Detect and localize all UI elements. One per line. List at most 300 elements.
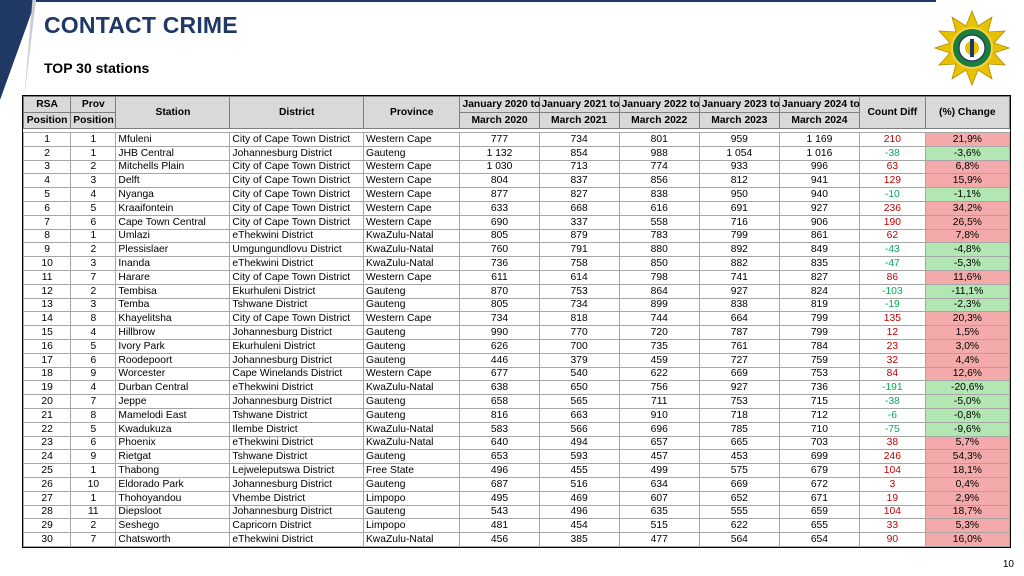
cell-district: Tshwane District: [230, 450, 364, 464]
cell-province: Gauteng: [363, 339, 460, 353]
cell-2021: 837: [539, 174, 619, 188]
cell-count-diff: 32: [859, 353, 925, 367]
cell-province: Free State: [363, 464, 460, 478]
cell-district: City of Cape Town District: [230, 133, 364, 147]
header-2021-sub: March 2021: [539, 113, 619, 129]
cell-2021: 827: [539, 188, 619, 202]
cell-2022: 774: [619, 160, 699, 174]
cell-2021: 593: [539, 450, 619, 464]
cell-station: Eldorado Park: [116, 477, 230, 491]
cell-prov-position: 1: [71, 464, 116, 478]
table-row: [24, 477, 1010, 491]
cell-2024: 679: [779, 464, 859, 478]
cell-2020: 816: [460, 408, 539, 422]
cell-rsa-position: 3: [24, 160, 71, 174]
cell-station: Durban Central: [116, 381, 230, 395]
cell-2022: 899: [619, 298, 699, 312]
cell-2021: 753: [539, 284, 619, 298]
cell-province: Gauteng: [363, 146, 460, 160]
cell-2022: 635: [619, 505, 699, 519]
table-row: [24, 491, 1010, 505]
cell-district: City of Cape Town District: [230, 312, 364, 326]
cell-2024: 996: [779, 160, 859, 174]
cell-rsa-position: 7: [24, 215, 71, 229]
cell-prov-position: 5: [71, 422, 116, 436]
cell-count-diff: -10: [859, 188, 925, 202]
cell-count-diff: -191: [859, 381, 925, 395]
cell-province: Western Cape: [363, 367, 460, 381]
cell-2024: 699: [779, 450, 859, 464]
cell-prov-position: 7: [71, 533, 116, 547]
cell-province: Limpopo: [363, 491, 460, 505]
cell-2024: 824: [779, 284, 859, 298]
cell-station: Kraaifontein: [116, 201, 230, 215]
cell-station: Jeppe: [116, 395, 230, 409]
cell-2022: 457: [619, 450, 699, 464]
cell-province: KwaZulu-Natal: [363, 533, 460, 547]
cell-prov-position: 5: [71, 339, 116, 353]
cell-2022: 459: [619, 353, 699, 367]
cell-pct-change: -5,0%: [925, 395, 1009, 409]
cell-2024: 715: [779, 395, 859, 409]
page-title: CONTACT CRIME: [44, 12, 238, 38]
cell-province: Western Cape: [363, 160, 460, 174]
table-row: [24, 505, 1010, 519]
cell-district: City of Cape Town District: [230, 188, 364, 202]
cell-prov-position: 5: [71, 201, 116, 215]
cell-2022: 720: [619, 326, 699, 340]
cell-district: Johannesburg District: [230, 326, 364, 340]
cell-pct-change: 54,3%: [925, 450, 1009, 464]
cell-2024: 941: [779, 174, 859, 188]
cell-province: KwaZulu-Natal: [363, 229, 460, 243]
cell-rsa-position: 22: [24, 422, 71, 436]
cell-district: eThekwini District: [230, 257, 364, 271]
cell-2022: 850: [619, 257, 699, 271]
cell-2020: 677: [460, 367, 539, 381]
cell-province: Western Cape: [363, 270, 460, 284]
cell-prov-position: 11: [71, 505, 116, 519]
cell-2022: 616: [619, 201, 699, 215]
cell-2021: 455: [539, 464, 619, 478]
cell-prov-position: 3: [71, 298, 116, 312]
header-2023: January 2023 to: [699, 97, 779, 113]
cell-prov-position: 2: [71, 284, 116, 298]
cell-2024: 703: [779, 436, 859, 450]
page-number: 10: [1002, 559, 1014, 570]
cell-2020: 1 030: [460, 160, 539, 174]
cell-2020: 640: [460, 436, 539, 450]
table-row: [24, 243, 1010, 257]
cell-district: Vhembe District: [230, 491, 364, 505]
cell-2022: 880: [619, 243, 699, 257]
cell-district: Cape Winelands District: [230, 367, 364, 381]
cell-station: Worcester: [116, 367, 230, 381]
header-2024: January 2024 to: [779, 97, 859, 113]
cell-pct-change: -20,6%: [925, 381, 1009, 395]
cell-2020: 456: [460, 533, 539, 547]
cell-province: Gauteng: [363, 395, 460, 409]
table-row: [24, 312, 1010, 326]
cell-2022: 696: [619, 422, 699, 436]
cell-pct-change: 12,6%: [925, 367, 1009, 381]
cell-2023: 555: [699, 505, 779, 519]
cell-2024: 849: [779, 243, 859, 257]
table-row: [24, 422, 1010, 436]
cell-prov-position: 3: [71, 174, 116, 188]
cell-province: KwaZulu-Natal: [363, 422, 460, 436]
cell-rsa-position: 5: [24, 188, 71, 202]
cell-province: Gauteng: [363, 505, 460, 519]
cell-province: Gauteng: [363, 408, 460, 422]
cell-station: Phoenix: [116, 436, 230, 450]
cell-district: City of Cape Town District: [230, 201, 364, 215]
cell-district: Johannesburg District: [230, 505, 364, 519]
cell-station: Nyanga: [116, 188, 230, 202]
cell-2024: 799: [779, 326, 859, 340]
cell-station: Umlazi: [116, 229, 230, 243]
cell-pct-change: -0,8%: [925, 408, 1009, 422]
cell-2022: 634: [619, 477, 699, 491]
cell-2024: 710: [779, 422, 859, 436]
cell-2020: 481: [460, 519, 539, 533]
cell-station: Thohoyandou: [116, 491, 230, 505]
cell-district: eThekwini District: [230, 229, 364, 243]
cell-count-diff: 104: [859, 464, 925, 478]
cell-station: Ivory Park: [116, 339, 230, 353]
cell-station: Rietgat: [116, 450, 230, 464]
table-row: [24, 395, 1010, 409]
cell-2024: 672: [779, 477, 859, 491]
cell-prov-position: 4: [71, 326, 116, 340]
cell-count-diff: 135: [859, 312, 925, 326]
cell-2023: 933: [699, 160, 779, 174]
cell-district: eThekwini District: [230, 381, 364, 395]
cell-2022: 756: [619, 381, 699, 395]
table-row: [24, 270, 1010, 284]
cell-prov-position: 1: [71, 146, 116, 160]
cell-count-diff: 19: [859, 491, 925, 505]
cell-2024: 1 169: [779, 133, 859, 147]
cell-2020: 760: [460, 243, 539, 257]
cell-2020: 690: [460, 215, 539, 229]
cell-2023: 575: [699, 464, 779, 478]
cell-station: Roodepoort: [116, 353, 230, 367]
cell-2023: 812: [699, 174, 779, 188]
cell-prov-position: 6: [71, 215, 116, 229]
cell-2022: 783: [619, 229, 699, 243]
header-prov-position: Prov: [71, 97, 116, 113]
cell-2024: 659: [779, 505, 859, 519]
header-province: Province: [363, 97, 460, 129]
cell-rsa-position: 4: [24, 174, 71, 188]
cell-district: Johannesburg District: [230, 395, 364, 409]
table-row: [24, 160, 1010, 174]
header-station: Station: [116, 97, 230, 129]
cell-2023: 838: [699, 298, 779, 312]
cell-2021: 734: [539, 298, 619, 312]
cell-2022: 499: [619, 464, 699, 478]
cell-station: Thabong: [116, 464, 230, 478]
cell-rsa-position: 26: [24, 477, 71, 491]
cell-2023: 652: [699, 491, 779, 505]
cell-2020: 583: [460, 422, 539, 436]
cell-rsa-position: 14: [24, 312, 71, 326]
table-row: [24, 201, 1010, 215]
cell-2024: 819: [779, 298, 859, 312]
cell-rsa-position: 29: [24, 519, 71, 533]
cell-2023: 622: [699, 519, 779, 533]
cell-2022: 607: [619, 491, 699, 505]
cell-prov-position: 9: [71, 367, 116, 381]
saps-badge-icon: [934, 10, 1010, 86]
cell-station: Mitchells Plain: [116, 160, 230, 174]
cell-2021: 566: [539, 422, 619, 436]
cell-rsa-position: 19: [24, 381, 71, 395]
cell-province: Gauteng: [363, 326, 460, 340]
header-pct-change: (%) Change: [925, 97, 1009, 129]
cell-2022: 477: [619, 533, 699, 547]
cell-prov-position: 4: [71, 381, 116, 395]
cell-2020: 496: [460, 464, 539, 478]
cell-2024: 654: [779, 533, 859, 547]
cell-2021: 496: [539, 505, 619, 519]
cell-prov-position: 2: [71, 519, 116, 533]
cell-2020: 804: [460, 174, 539, 188]
cell-2020: 870: [460, 284, 539, 298]
cell-2023: 787: [699, 326, 779, 340]
cell-2020: 877: [460, 188, 539, 202]
cell-pct-change: 4,4%: [925, 353, 1009, 367]
cell-prov-position: 6: [71, 436, 116, 450]
cell-district: City of Cape Town District: [230, 215, 364, 229]
cell-count-diff: 246: [859, 450, 925, 464]
table-row: [24, 257, 1010, 271]
cell-prov-position: 4: [71, 188, 116, 202]
cell-2021: 879: [539, 229, 619, 243]
cell-count-diff: 236: [859, 201, 925, 215]
cell-2020: 633: [460, 201, 539, 215]
cell-2021: 540: [539, 367, 619, 381]
header-2021: January 2021 to: [539, 97, 619, 113]
cell-count-diff: 90: [859, 533, 925, 547]
cell-prov-position: 1: [71, 133, 116, 147]
cell-2024: 759: [779, 353, 859, 367]
cell-count-diff: 38: [859, 436, 925, 450]
header-2023-sub: March 2023: [699, 113, 779, 129]
cell-2024: 712: [779, 408, 859, 422]
table-row: [24, 229, 1010, 243]
cell-2024: 671: [779, 491, 859, 505]
cell-pct-change: -5,3%: [925, 257, 1009, 271]
cell-2020: 446: [460, 353, 539, 367]
cell-rsa-position: 17: [24, 353, 71, 367]
cell-station: Hillbrow: [116, 326, 230, 340]
cell-province: Western Cape: [363, 133, 460, 147]
cell-2024: 927: [779, 201, 859, 215]
cell-2022: 801: [619, 133, 699, 147]
cell-pct-change: 7,8%: [925, 229, 1009, 243]
cell-station: JHB Central: [116, 146, 230, 160]
cell-2024: 784: [779, 339, 859, 353]
cell-station: Kwadukuza: [116, 422, 230, 436]
cell-2023: 669: [699, 367, 779, 381]
page-subtitle: TOP 30 stations: [44, 60, 150, 76]
cell-pct-change: -1,1%: [925, 188, 1009, 202]
cell-2022: 515: [619, 519, 699, 533]
cell-count-diff: -38: [859, 395, 925, 409]
header-count-diff: Count Diff: [859, 97, 925, 129]
cell-2020: 611: [460, 270, 539, 284]
cell-count-diff: 3: [859, 477, 925, 491]
cell-count-diff: 62: [859, 229, 925, 243]
table-row: [24, 339, 1010, 353]
cell-2024: 906: [779, 215, 859, 229]
cell-prov-position: 2: [71, 160, 116, 174]
cell-2021: 663: [539, 408, 619, 422]
cell-2022: 622: [619, 367, 699, 381]
cell-province: KwaZulu-Natal: [363, 381, 460, 395]
cell-prov-position: 10: [71, 477, 116, 491]
cell-2021: 668: [539, 201, 619, 215]
table-row: [24, 326, 1010, 340]
cell-province: Gauteng: [363, 298, 460, 312]
cell-province: Western Cape: [363, 201, 460, 215]
cell-station: Diepsloot: [116, 505, 230, 519]
cell-2023: 665: [699, 436, 779, 450]
table-row: [24, 519, 1010, 533]
cell-prov-position: 1: [71, 229, 116, 243]
cell-rsa-position: 21: [24, 408, 71, 422]
cell-2024: 655: [779, 519, 859, 533]
cell-rsa-position: 30: [24, 533, 71, 547]
table-row: [24, 533, 1010, 547]
cell-2022: 988: [619, 146, 699, 160]
cell-2024: 827: [779, 270, 859, 284]
cell-district: Johannesburg District: [230, 477, 364, 491]
cell-2023: 741: [699, 270, 779, 284]
cell-2021: 700: [539, 339, 619, 353]
header-rsa-position-sub: Position: [24, 113, 71, 129]
cell-district: eThekwini District: [230, 533, 364, 547]
cell-2023: 761: [699, 339, 779, 353]
cell-2023: 453: [699, 450, 779, 464]
cell-district: City of Cape Town District: [230, 174, 364, 188]
cell-province: Gauteng: [363, 353, 460, 367]
cell-district: Umgungundlovu District: [230, 243, 364, 257]
cell-province: KwaZulu-Natal: [363, 243, 460, 257]
cell-pct-change: 15,9%: [925, 174, 1009, 188]
top-rule: [36, 0, 936, 2]
cell-district: Tshwane District: [230, 408, 364, 422]
cell-2023: 950: [699, 188, 779, 202]
cell-2020: 990: [460, 326, 539, 340]
cell-2021: 650: [539, 381, 619, 395]
cell-district: Ilembe District: [230, 422, 364, 436]
cell-2024: 753: [779, 367, 859, 381]
table-row: [24, 436, 1010, 450]
cell-district: Lejweleputswa District: [230, 464, 364, 478]
cell-prov-position: 6: [71, 353, 116, 367]
cell-pct-change: 20,3%: [925, 312, 1009, 326]
cell-count-diff: 63: [859, 160, 925, 174]
cell-2023: 927: [699, 381, 779, 395]
cell-province: KwaZulu-Natal: [363, 257, 460, 271]
cell-2022: 657: [619, 436, 699, 450]
table-row: [24, 133, 1010, 147]
cell-count-diff: -6: [859, 408, 925, 422]
cell-2020: 543: [460, 505, 539, 519]
header-2020: January 2020 to: [460, 97, 539, 113]
cell-2021: 614: [539, 270, 619, 284]
cell-2023: 927: [699, 284, 779, 298]
cell-rsa-position: 9: [24, 243, 71, 257]
cell-province: Gauteng: [363, 450, 460, 464]
cell-2024: 1 016: [779, 146, 859, 160]
cell-count-diff: 33: [859, 519, 925, 533]
cell-count-diff: 104: [859, 505, 925, 519]
cell-2022: 711: [619, 395, 699, 409]
cell-district: City of Cape Town District: [230, 270, 364, 284]
cell-rsa-position: 27: [24, 491, 71, 505]
cell-pct-change: 5,3%: [925, 519, 1009, 533]
cell-pct-change: 18,1%: [925, 464, 1009, 478]
cell-count-diff: -47: [859, 257, 925, 271]
table-row: [24, 188, 1010, 202]
cell-station: Temba: [116, 298, 230, 312]
cell-count-diff: 23: [859, 339, 925, 353]
stations-table: [22, 95, 1011, 548]
cell-pct-change: 11,6%: [925, 270, 1009, 284]
cell-pct-change: 6,8%: [925, 160, 1009, 174]
table-body: [24, 133, 1010, 547]
cell-2023: 718: [699, 408, 779, 422]
cell-2021: 454: [539, 519, 619, 533]
cell-count-diff: 86: [859, 270, 925, 284]
cell-station: Inanda: [116, 257, 230, 271]
cell-2021: 791: [539, 243, 619, 257]
cell-rsa-position: 24: [24, 450, 71, 464]
cell-rsa-position: 28: [24, 505, 71, 519]
table-row: [24, 367, 1010, 381]
cell-rsa-position: 15: [24, 326, 71, 340]
cell-station: Tembisa: [116, 284, 230, 298]
cell-rsa-position: 6: [24, 201, 71, 215]
cell-2021: 337: [539, 215, 619, 229]
cell-2021: 818: [539, 312, 619, 326]
cell-2020: 736: [460, 257, 539, 271]
cell-rsa-position: 10: [24, 257, 71, 271]
cell-station: Khayelitsha: [116, 312, 230, 326]
cell-district: Ekurhuleni District: [230, 339, 364, 353]
cell-pct-change: 5,7%: [925, 436, 1009, 450]
cell-province: Western Cape: [363, 174, 460, 188]
cell-prov-position: 7: [71, 395, 116, 409]
header-2022-sub: March 2022: [619, 113, 699, 129]
header-2022: January 2022 to: [619, 97, 699, 113]
cell-province: Western Cape: [363, 312, 460, 326]
cell-2021: 565: [539, 395, 619, 409]
cell-district: Tshwane District: [230, 298, 364, 312]
cell-2023: 799: [699, 229, 779, 243]
cell-2023: 1 054: [699, 146, 779, 160]
cell-2023: 882: [699, 257, 779, 271]
cell-2023: 669: [699, 477, 779, 491]
cell-pct-change: -11,1%: [925, 284, 1009, 298]
cell-province: Western Cape: [363, 215, 460, 229]
cell-2024: 799: [779, 312, 859, 326]
cell-2020: 495: [460, 491, 539, 505]
